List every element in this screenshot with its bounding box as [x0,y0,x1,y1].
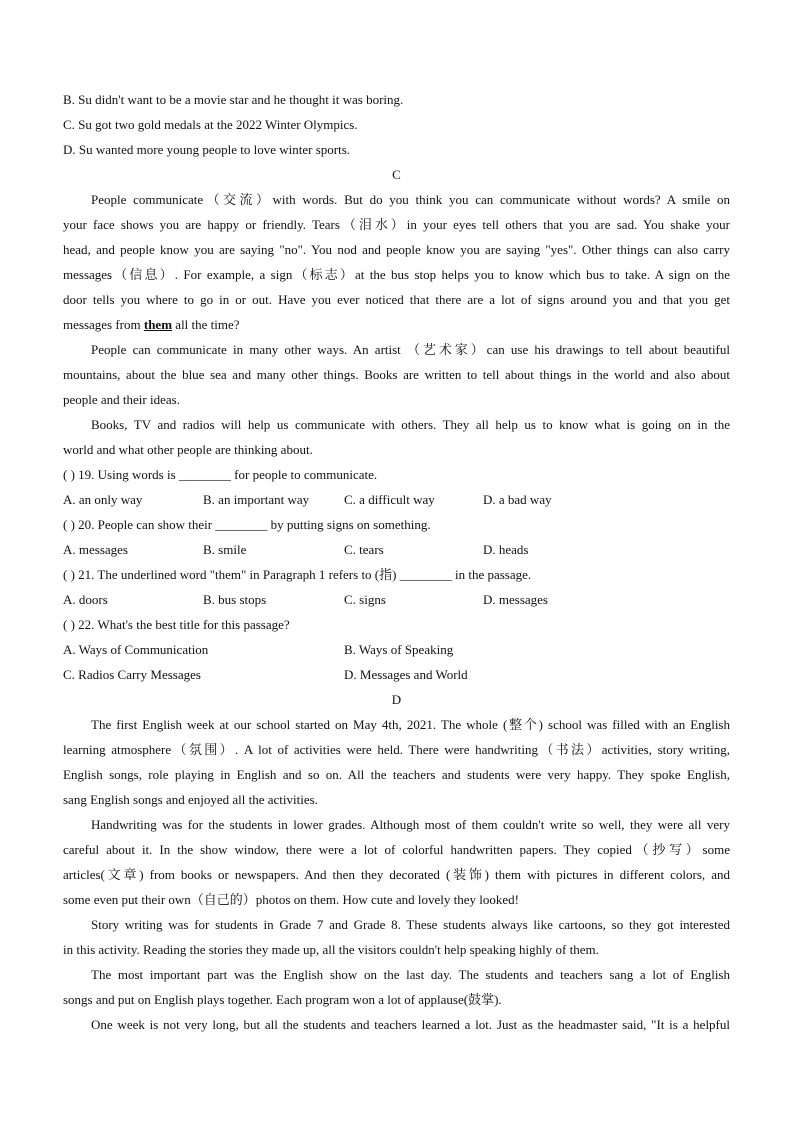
text-line: careful about it. In the show window, there were a lot of colorful handwritten papers. They copied（抄写）some [63,842,730,857]
text-line: your face shows you are happy or friendly. Tears（泪水）in your eyes tell others that you are sad. You shake your [63,217,730,232]
section-d-paragraph-4 [63,962,730,1012]
prev-option-b: B. Su didn't want to be a movie star and he thought it was boring. [63,92,404,107]
prev-option-d: D. Su wanted more young people to love winter sports. [63,142,351,157]
question-stem: ( ) 22. What's the best title for this passage? [63,617,290,632]
option-b: B. smile [203,542,247,557]
text-line: Story writing was for students in Grade 7 and Grade 8. These students always like cartoons, so they got interested [91,917,730,932]
question-22 [63,612,730,687]
section-d-paragraph-1 [63,712,730,812]
prev-option-c: C. Su got two gold medals at the 2022 Winter Olympics. [63,117,358,132]
question-19 [63,462,730,512]
option-c: C. tears [344,542,384,557]
text-line: People can communicate in many other ways. An artist （艺术家）can use his drawings to tell about beautiful [91,342,730,357]
question-21 [63,562,730,612]
option-b: B. an important way [203,492,310,507]
text-line: songs and put on English plays together. Each program won a lot of applause(鼓掌). [63,992,502,1007]
text-fragment: all the time? [172,317,240,332]
option-row [63,537,730,562]
section-d-paragraph-3 [63,912,730,962]
option-c: C. a difficult way [344,492,435,507]
option-b: B. Ways of Speaking [344,642,454,657]
option-b: B. bus stops [203,592,267,607]
text-line: messages（信息）. For example, a sign（标志）at the bus stop helps you to know which bus to take. A sign on the [63,267,730,282]
text-line: articles(文章) from books or newspapers. And then they decorated (装饰) them with pictures in different colors, and [63,867,730,882]
option-row [63,487,730,512]
section-c-paragraph-3 [63,412,730,462]
text-line [63,312,730,337]
question-20 [63,512,730,562]
text-line: world and what other people are thinking about. [63,442,313,457]
option-c: C. Radios Carry Messages [63,667,201,682]
option-d: D. messages [483,592,548,607]
option-a: A. Ways of Communication [63,642,209,657]
text-line: Handwriting was for the students in lower grades. Although most of them couldn't write so well, they were all very [91,817,730,832]
section-c-heading: C [392,167,401,182]
question-stem: ( ) 19. Using words is ________ for people to communicate. [63,467,378,482]
option-d: D. a bad way [483,492,552,507]
option-c: C. signs [344,592,386,607]
text-line: The most important part was the English show on the last day. The students and teachers sang a lot of English [91,967,730,982]
text-line: some even put their own（自己的）photos on them. How cute and lovely they looked! [63,892,520,907]
option-row [63,637,730,662]
text-line: head, and people know you are saying "no". You nod and people know you are saying "yes". Other things can also carry [63,242,730,257]
option-a: A. doors [63,592,108,607]
text-line: sang English songs and enjoyed all the activities. [63,792,318,807]
section-d-heading: D [391,692,402,707]
text-line: door tells you where to go in or out. Have you ever noticed that there are a lot of signs around you and that you get [63,292,730,307]
option-a: A. messages [63,542,128,557]
question-stem: ( ) 21. The underlined word "them" in Paragraph 1 refers to (指) ________ in the passage. [63,567,532,582]
text-line: mountains, about the blue sea and many other things. Books are written to tell about things in the world and also about [63,367,730,382]
section-d-paragraph-5 [63,1012,730,1037]
underlined-word-them: them [143,317,173,332]
section-d-paragraph-2 [63,812,730,912]
option-a: A. an only way [63,492,143,507]
text-line: People communicate（交流）with words. But do you think you can communicate without words? A smile on [91,192,730,207]
text-line: One week is not very long, but all the students and teachers learned a lot. Just as the headmaster said, "It is a helpful [91,1017,730,1032]
section-c-paragraph-2 [63,337,730,412]
question-stem: ( ) 20. People can show their ________ by putting signs on something. [63,517,431,532]
text-line: The first English week at our school started on May 4th, 2021. The whole (整个) school was filled with an English [91,717,730,732]
option-d: D. heads [483,542,529,557]
text-line: English songs, role playing in English and so on. All the teachers and students were very happy. They spoke English, [63,767,730,782]
text-line: Books, TV and radios will help us communicate with others. They all help us to know what is going on in the [91,417,730,432]
option-row [63,587,730,612]
option-d: D. Messages and World [344,667,468,682]
text-line: in this activity. Reading the stories they made up, all the visitors couldn't help speaking highly of them. [63,942,599,957]
text-fragment: messages from [63,317,144,332]
document-page [63,87,730,1037]
text-line: people and their ideas. [63,392,180,407]
option-row [63,662,730,687]
section-c-paragraph-1 [63,187,730,337]
text-line: learning atmosphere（氛围）. A lot of activities were held. There were handwriting（书法）activities, story writing, [63,742,730,757]
